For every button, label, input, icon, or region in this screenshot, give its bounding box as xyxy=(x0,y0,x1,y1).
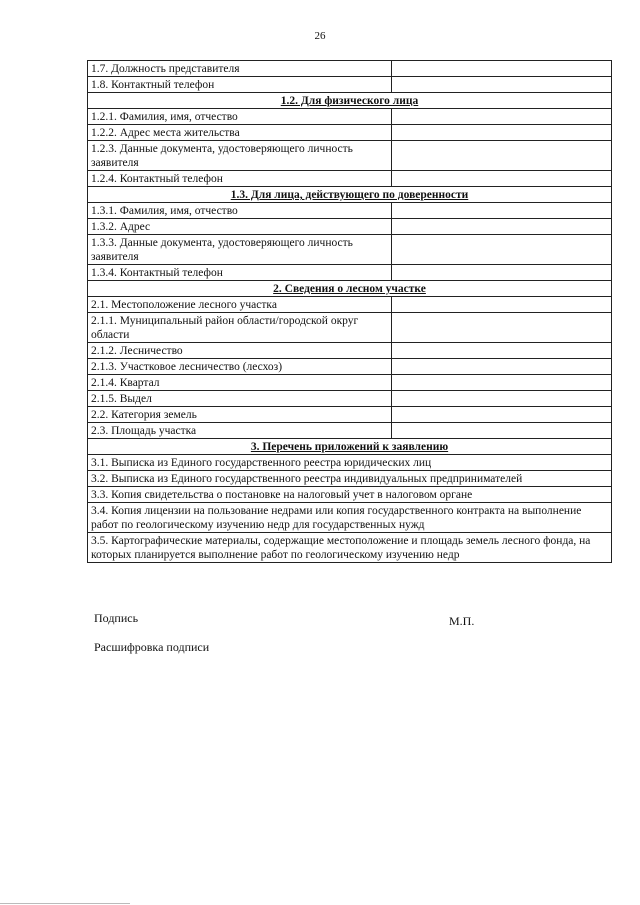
field-label: 1.2.4. Контактный телефон xyxy=(88,171,392,187)
table-row xyxy=(88,203,612,219)
table-row xyxy=(88,455,612,471)
field-value-cell[interactable] xyxy=(392,313,612,343)
table-row xyxy=(88,407,612,423)
table-row xyxy=(88,61,612,77)
field-value-cell[interactable] xyxy=(392,77,612,93)
field-label: 1.7. Должность представителя xyxy=(88,61,392,77)
page-number: 26 xyxy=(314,30,326,42)
section-title: 3. Перечень приложений к заявлению xyxy=(88,439,612,455)
field-value-cell[interactable] xyxy=(392,235,612,265)
table-row xyxy=(88,487,612,503)
field-label: 1.2.1. Фамилия, имя, отчество xyxy=(88,109,392,125)
application-form-table xyxy=(87,60,612,563)
stamp-place-label: М.П. xyxy=(449,614,475,628)
table-row xyxy=(88,375,612,391)
table-row xyxy=(88,141,612,171)
attachment-item: 3.1. Выписка из Единого государственного реестра юридических лиц xyxy=(88,455,612,471)
table-row xyxy=(88,423,612,439)
scan-artifact-line xyxy=(0,903,130,904)
field-label: 2.3. Площадь участка xyxy=(88,423,392,439)
table-row xyxy=(88,265,612,281)
field-value-cell[interactable] xyxy=(392,203,612,219)
table-row xyxy=(88,219,612,235)
table-row xyxy=(88,171,612,187)
section-header-row xyxy=(88,439,612,455)
signature-label: Подпись xyxy=(94,611,139,625)
table-row xyxy=(88,533,612,563)
table-row xyxy=(88,109,612,125)
section-header-row xyxy=(88,187,612,203)
section-title: 1.3. Для лица, действующего по доверенности xyxy=(88,187,612,203)
field-label: 1.2.3. Данные документа, удостоверяющего личность заявителя xyxy=(88,141,392,171)
field-label: 2.1.5. Выдел xyxy=(88,391,392,407)
table-row xyxy=(88,471,612,487)
table-row xyxy=(88,125,612,141)
field-value-cell[interactable] xyxy=(392,343,612,359)
field-label: 1.3.3. Данные документа, удостоверяющего личность заявителя xyxy=(88,235,392,265)
field-value-cell[interactable] xyxy=(392,297,612,313)
table-row xyxy=(88,235,612,265)
field-label: 1.3.1. Фамилия, имя, отчество xyxy=(88,203,392,219)
section-header-row xyxy=(88,93,612,109)
field-label: 1.8. Контактный телефон xyxy=(88,77,392,93)
attachment-item: 3.5. Картографические материалы, содержащие местоположение и площадь земель лесного фонда, на которых планируется выполнение работ по геологическому изучению недр xyxy=(88,533,612,563)
field-label: 2.1.4. Квартал xyxy=(88,375,392,391)
field-value-cell[interactable] xyxy=(392,375,612,391)
field-value-cell[interactable] xyxy=(392,407,612,423)
table-row xyxy=(88,359,612,375)
section-title: 1.2. Для физического лица xyxy=(88,93,612,109)
field-value-cell[interactable] xyxy=(392,359,612,375)
signature-decode-label: Расшифровка подписи xyxy=(94,640,210,654)
field-label: 1.3.4. Контактный телефон xyxy=(88,265,392,281)
attachment-item: 3.3. Копия свидетельства о постановке на налоговый учет в налоговом органе xyxy=(88,487,612,503)
table-row xyxy=(88,343,612,359)
field-label: 2.1.1. Муниципальный район области/городской округ области xyxy=(88,313,392,343)
field-value-cell[interactable] xyxy=(392,423,612,439)
field-value-cell[interactable] xyxy=(392,219,612,235)
table-row xyxy=(88,313,612,343)
field-value-cell[interactable] xyxy=(392,141,612,171)
section-header-row xyxy=(88,281,612,297)
field-label: 2.1.3. Участковое лесничество (лесхоз) xyxy=(88,359,392,375)
field-label: 2.1.2. Лесничество xyxy=(88,343,392,359)
table-row xyxy=(88,297,612,313)
section-title: 2. Сведения о лесном участке xyxy=(88,281,612,297)
field-label: 2.1. Местоположение лесного участка xyxy=(88,297,392,313)
table-row xyxy=(88,77,612,93)
field-value-cell[interactable] xyxy=(392,171,612,187)
field-value-cell[interactable] xyxy=(392,265,612,281)
field-value-cell[interactable] xyxy=(392,61,612,77)
field-label: 1.2.2. Адрес места жительства xyxy=(88,125,392,141)
field-value-cell[interactable] xyxy=(392,391,612,407)
attachment-item: 3.2. Выписка из Единого государственного реестра индивидуальных предпринимателей xyxy=(88,471,612,487)
field-label: 2.2. Категория земель xyxy=(88,407,392,423)
field-value-cell[interactable] xyxy=(392,125,612,141)
table-row xyxy=(88,391,612,407)
table-row xyxy=(88,503,612,533)
attachment-item: 3.4. Копия лицензии на пользование недрами или копия государственного контракта на выполнение работ по геологическому изучению недр для государственных нужд xyxy=(88,503,612,533)
field-label: 1.3.2. Адрес xyxy=(88,219,392,235)
field-value-cell[interactable] xyxy=(392,109,612,125)
